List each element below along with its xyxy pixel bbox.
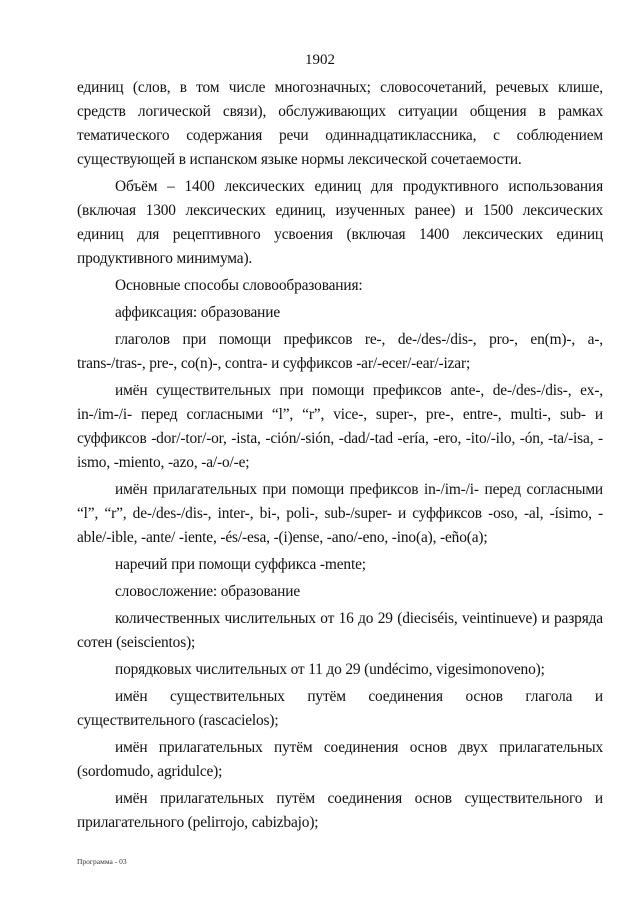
paragraph-3: Основные способы словообразования: [115, 277, 363, 294]
page-number: 1902 [305, 52, 335, 68]
paragraph-6: имён существительных при помощи префиксов ante-, de-/des-/dis-, ex-, in-/im-/i- перед согласными “l”, “r”, vice-, super-, pre-, entre-, multi-, sub- и суффиксов -dor/-tor/-or, -ista, -ción/-sión, -dad/-tad -ería, -ero, -ito/-ilo, -ón, -ta/-isa, -ismo, -miento, -azo, -a/-o/-e; [77, 382, 603, 471]
paragraph-14: имён прилагательных путём соединения основ существительного и прилагательного (pelirrojo, cabizbajo); [77, 790, 603, 831]
paragraph-5: глаголов при помощи префиксов re-, de-/des-/dis-, pro-, en(m)-, a-, trans-/tras-, pre-, co(n)-, contra- и суффиксов -ar/-ecer/-ear/-izar; [77, 331, 603, 372]
paragraph-12: имён существительных путём соединения основ глагола и существительного (rascacielos); [77, 688, 603, 729]
paragraph-4: аффиксация: образование [115, 304, 281, 321]
paragraph-8: наречий при помощи суффикса -mente; [115, 556, 366, 573]
paragraph-1: единиц (слов, в том числе многозначных; словосочетаний, речевых клише, средств логической связи), обслуживающих ситуации общения в рамках тематического содержания речи одиннадцатиклассника, с соблюдением существующей в испанском языке нормы лексической сочетаемости. [77, 79, 603, 168]
paragraph-13: имён прилагательных путём соединения основ двух прилагательных (sordomudo, agridulce); [77, 739, 603, 780]
document-body [77, 76, 603, 835]
paragraph-11: порядковых числительных от 11 до 29 (undécimo, vigesimonoveno); [115, 661, 545, 678]
paragraph-9: словосложение: образование [115, 583, 300, 600]
paragraph-2: Объём – 1400 лексических единиц для продуктивного использования (включая 1300 лексических единиц, изученных ранее) и 1500 лексических единиц для рецептивного усвоения (включая 1400 лексических единиц продуктивного минимума). [77, 178, 603, 267]
footer-label: Программа - 03 [77, 857, 127, 866]
paragraph-10: количественных числительных от 16 до 29 (dieciséis, veintinueve) и разряда сотен (seiscientos); [77, 610, 603, 651]
paragraph-7: имён прилагательных при помощи префиксов in-/im-/i- перед согласными “l”, “r”, de-/des-/dis-, inter-, bi-, poli-, sub-/super- и суффиксов -oso, -al, -ísimo, -able/-ible, -ante/ -iente, -és/-esa, -(i)ense, -ano/-eno, -ino(a), -eño(a); [77, 481, 603, 546]
